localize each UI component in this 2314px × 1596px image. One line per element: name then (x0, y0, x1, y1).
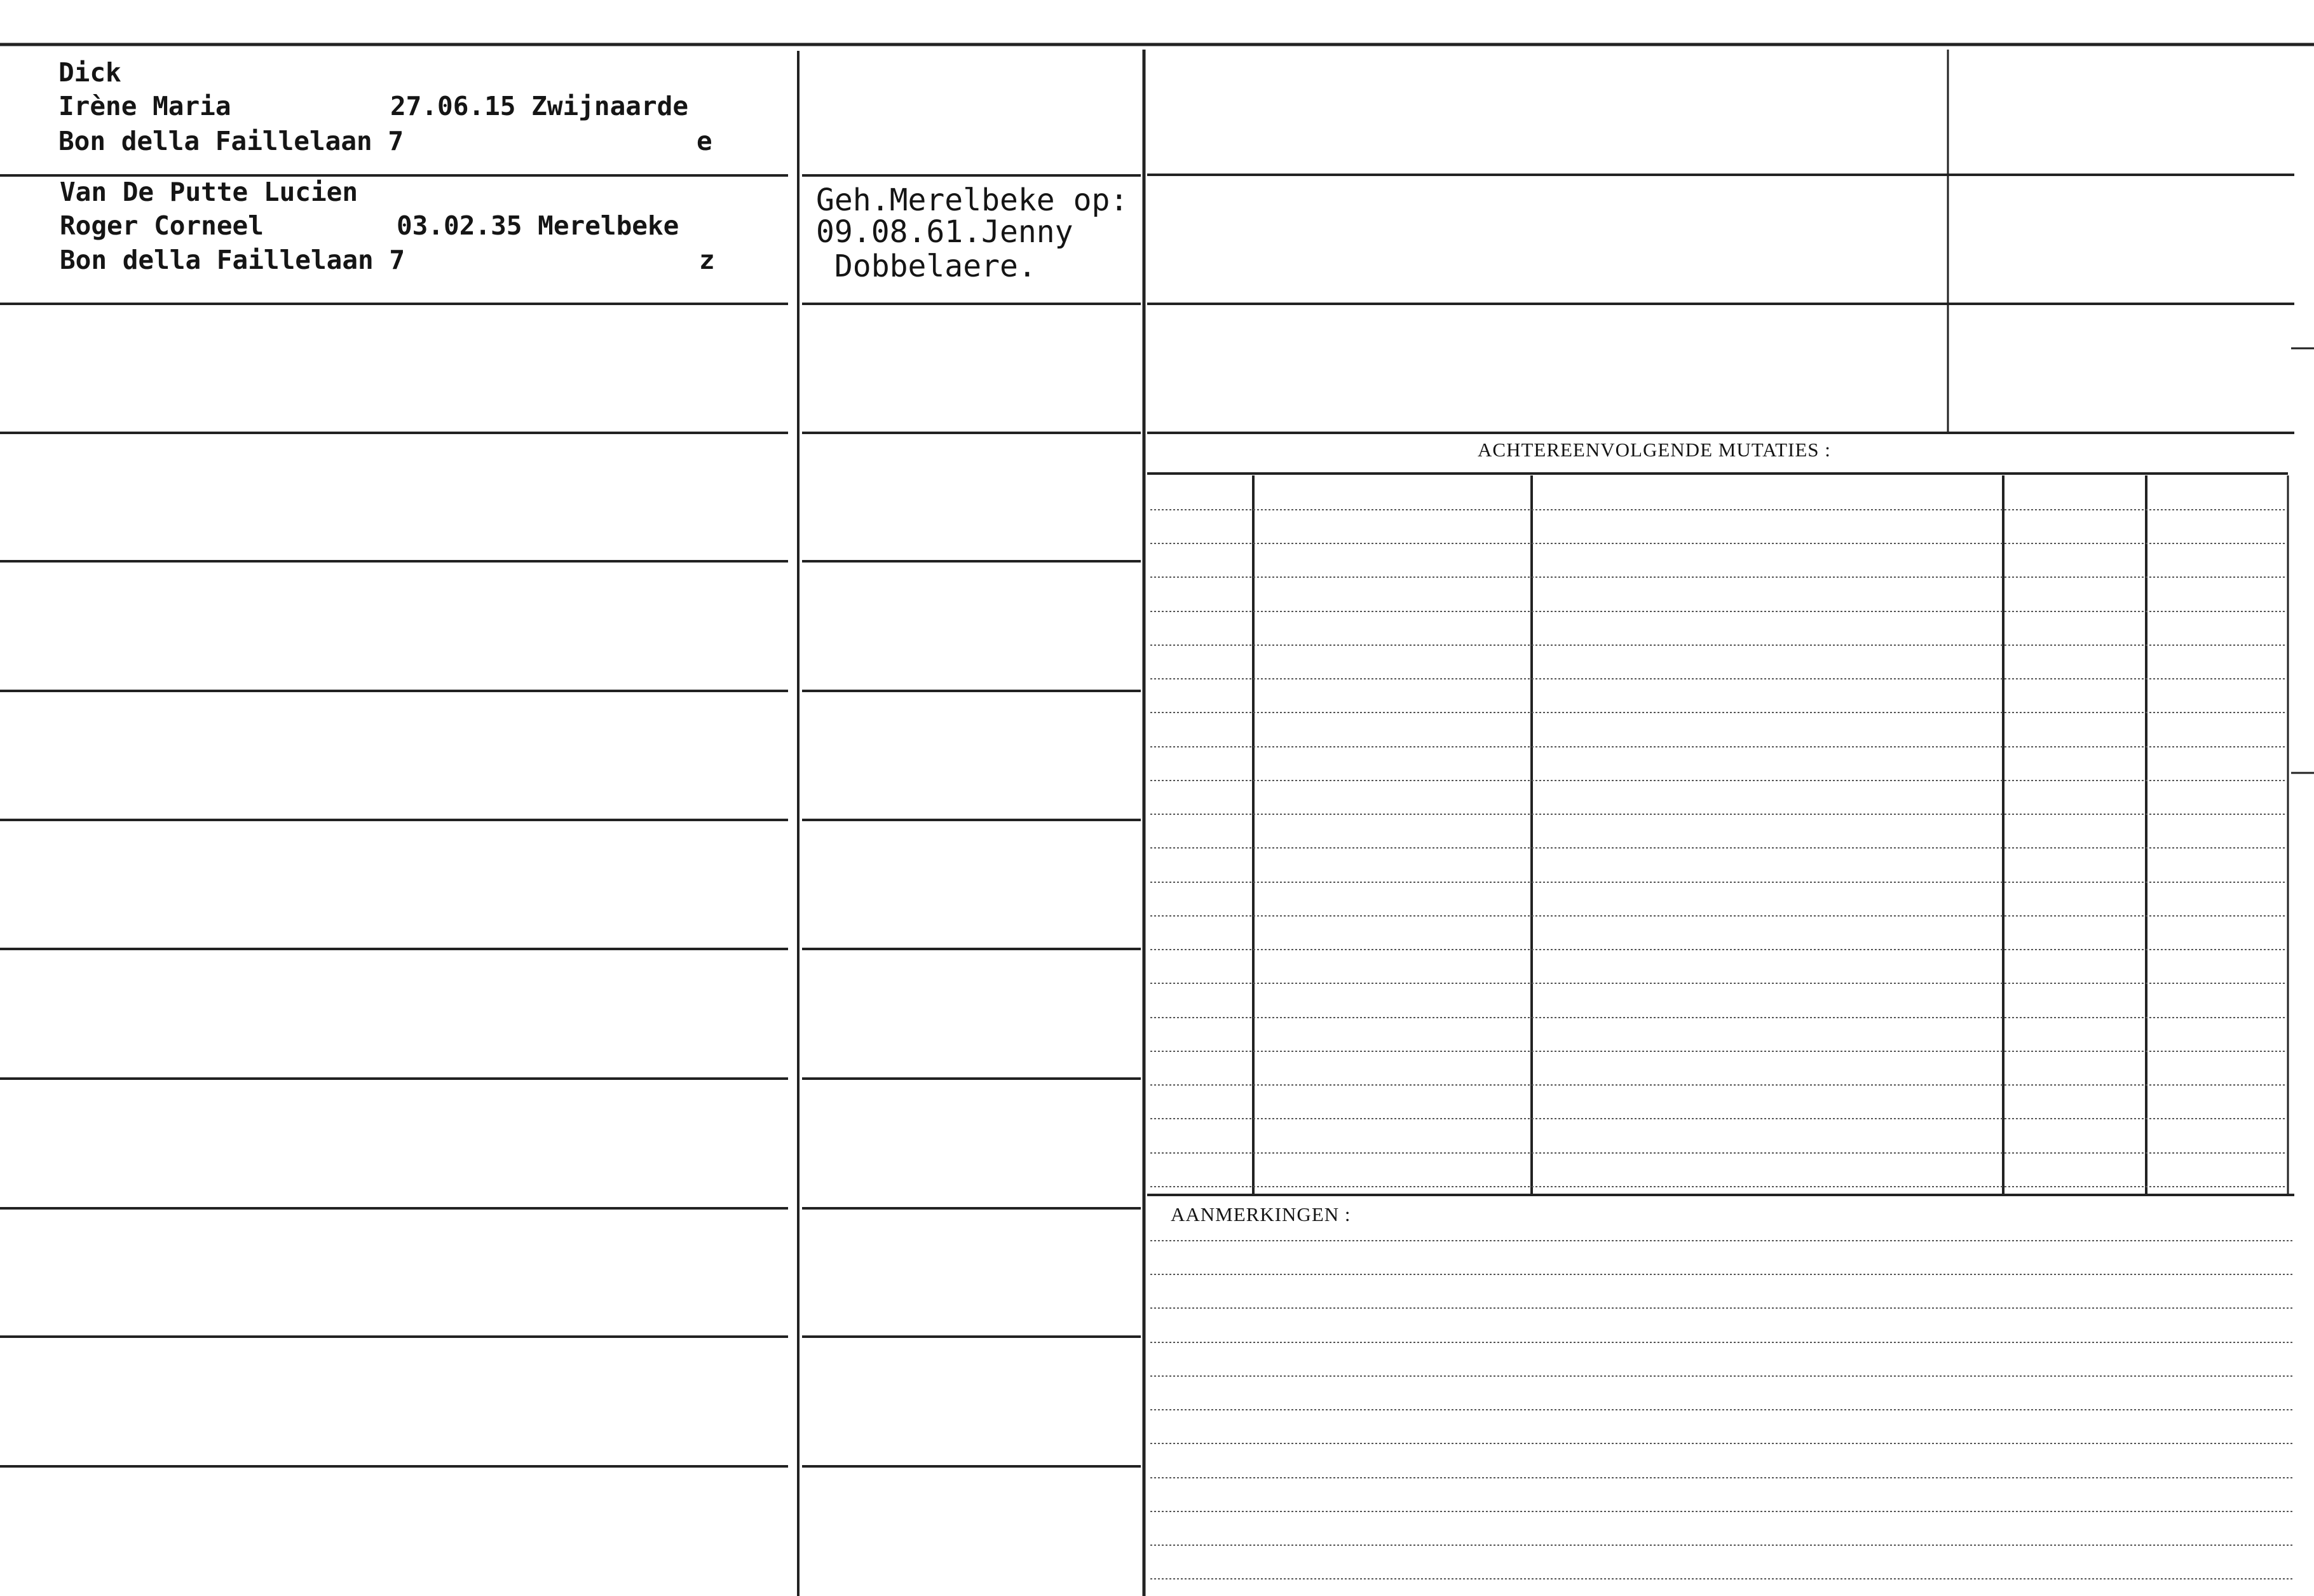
entry-1-address: Bon della Faillelaan 7 (58, 126, 404, 156)
entry-1-given-names: Irène Maria (58, 91, 231, 121)
entry-2-note-line-3: Dobbelaere. (816, 249, 1037, 284)
entry-2-surname: Van De Putte Lucien (60, 177, 358, 207)
entry-2-birth-date-place: 03.02.35 Merelbeke (397, 210, 679, 241)
entry-2-given-names: Roger Corneel (60, 210, 264, 241)
entry-2-code: z (699, 245, 715, 275)
left-row-lines (0, 175, 1141, 1466)
mutations-table-rules (1147, 474, 2294, 1195)
remarks-dotted-lines (1150, 1241, 2294, 1579)
right-row-lines (1147, 175, 2294, 433)
entry-2-address: Bon della Faillelaan 7 (60, 245, 405, 275)
entry-1-surname: Dick (58, 57, 121, 88)
remarks-heading: AANMERKINGEN : (1171, 1203, 1351, 1225)
entry-2-note-line-1: Geh.Merelbeke op: (816, 182, 1129, 218)
entry-1-code: e (697, 126, 712, 156)
mutations-dotted-lines (1150, 510, 2285, 1187)
mutations-heading: ACHTEREENVOLGENDE MUTATIES : (1478, 439, 1831, 461)
entry-2-note-line-2: 09.08.61.Jenny (816, 214, 1073, 250)
entry-1-birth-date-place: 27.06.15 Zwijnaarde (390, 91, 688, 121)
